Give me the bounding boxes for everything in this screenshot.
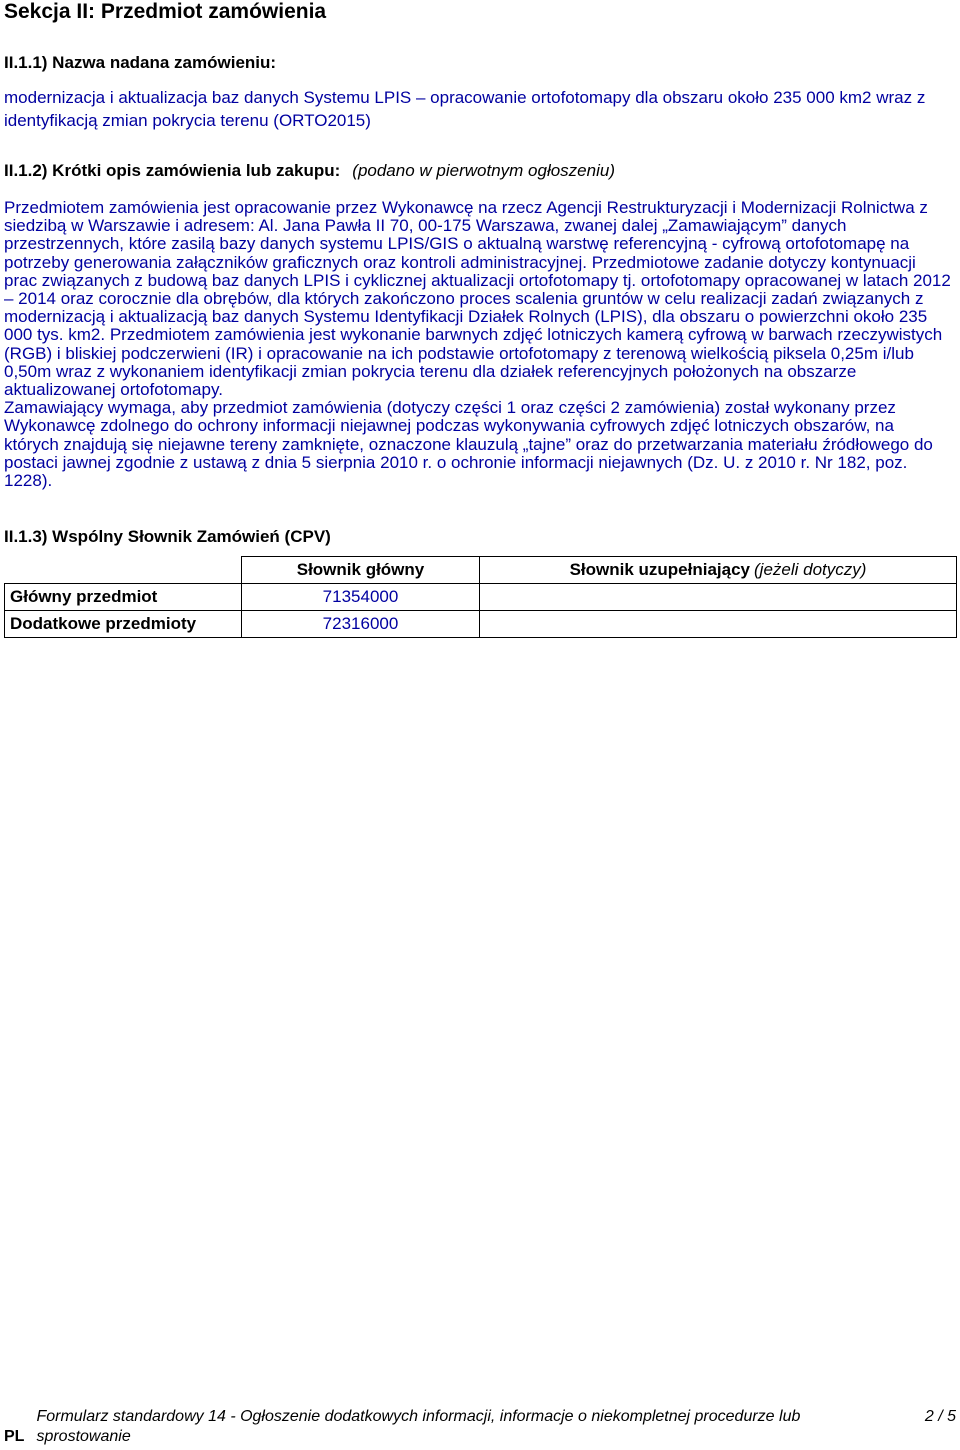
table-row [5, 584, 957, 611]
cpv-supp-code [480, 611, 957, 638]
table-row [5, 611, 957, 638]
cpv-header-main: Słownik główny [242, 557, 480, 584]
heading-ii-1-3: II.1.3) Wspólny Słownik Zamówień (CPV) [4, 527, 331, 546]
cpv-header-supp-label: Słownik uzupełniający [569, 560, 750, 579]
cpv-table [4, 556, 957, 638]
cpv-row-label: Główny przedmiot [5, 584, 242, 611]
cpv-header-supp [480, 557, 957, 584]
heading-ii-1-2-label: II.1.2) Krótki opis zamówienia lub zakupu: [4, 161, 341, 180]
cpv-main-code: 71354000 [242, 584, 480, 611]
footer-page-number: 2 / 5 [924, 1408, 956, 1425]
description-paragraph-2: Zamawiający wymaga, aby przedmiot zamówienia (dotyczy części 1 oraz części 2 zamówienia) został wykonany przez Wykonawcę zdolnego do ochrony informacji niejawnej podczas wykonywania cyfrowych zdjęć lotniczych obszarów, na których znajdują się niejawne tereny zamknięte, oznaczone klauzulą „tajne” oraz do przetwarzania materiału źródłowego do postaci jawnej zgodnie z ustawą z dnia 5 sierpnia 2010 r. o ochronie informacji niejawnych (Dz. U. z 2010 r. Nr 182, poz. 1228). [4, 398, 933, 491]
page-footer [4, 1407, 956, 1447]
cpv-header-row [5, 557, 957, 584]
heading-ii-1-2 [4, 161, 615, 181]
cpv-header-supp-note: (jeżeli dotyczy) [754, 560, 867, 579]
contract-name: modernizacja i aktualizacja baz danych Systemu LPIS – opracowanie ortofotomapy dla obszaru około 235 000 km2 wraz z identyfikacją zmian pokrycia terenu (ORTO2015) [4, 88, 926, 130]
cpv-row-label: Dodatkowe przedmioty [5, 611, 242, 638]
description-paragraph-1: Przedmiotem zamówienia jest opracowanie przez Wykonawcę na rzecz Agencji Restrukturyzacji i Modernizacji Rolnictwa z siedzibą w Warszawie i adresem: Al. Jana Pawła II 70, 00-175 Warszawa, zwanej dalej „Zamawiającym” danych przestrzennych, które zasilą bazy danych systemu LPIS/GIS o aktualną warstwę referencyjną - cyfrową ortofotomapę na potrzeby generowania załączników graficznych oraz kontroli administracyjnej. Przedmiotowe zadanie dotyczy kontynuacji prac związanych z budową baz danych LPIS i cyklicznej aktualizacji ortofotomapy tj. ortofotomapy opracowanej w latach 2012 – 2014 oraz corocznie dla obrębów, dla których zakończono proces scalenia gruntów w celu realizacji zadań związanych z modernizacją i aktualizacją baz danych Systemu Identyfikacji Działek Rolnych (LPIS), dla obszaru o powierzchni około 235 000 tys. km2. Przedmiotem zamówienia jest wykonanie barwnych zdjęć lotniczych kamerą cyfrową w barwach rzeczywistych (RGB) i bliskiej podczerwieni (IR) i opracowanie na ich podstawie ortofotomapy z terenową wielkością piksela 0,25m i/lub 0,50m wraz z wykonaniem identyfikacji zmian pokrycia terenu dla działek referencyjnych położonych na obszarze aktualizowanej ortofotomapy. [4, 198, 951, 400]
section-title: Sekcja II: Przedmiot zamówienia [4, 0, 327, 23]
cpv-header-empty [5, 557, 242, 584]
cpv-main-code: 72316000 [242, 611, 480, 638]
heading-ii-1-1: II.1.1) Nazwa nadana zamówieniu: [4, 53, 277, 72]
short-description [4, 199, 952, 490]
footer-form-name: Formularz standardowy 14 - Ogłoszenie dodatkowych informacji, informacje o niekompletnej procedurze lub sprostowanie [36, 1408, 801, 1445]
cpv-supp-code [480, 584, 957, 611]
footer-language: PL [4, 1428, 25, 1445]
heading-ii-1-2-note: (podano w pierwotnym ogłoszeniu) [352, 161, 615, 180]
